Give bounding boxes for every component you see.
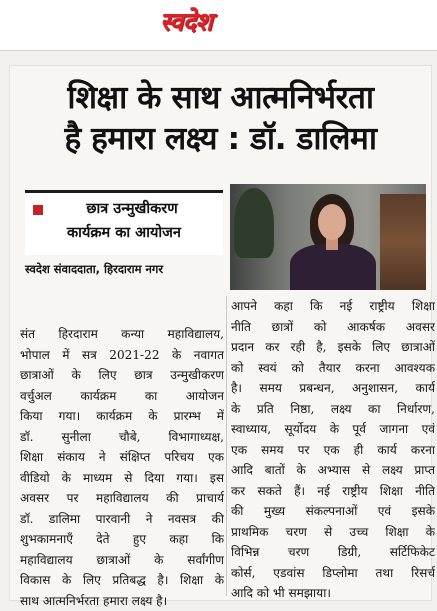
masthead xyxy=(0,0,437,51)
right-line: को स्वयं को तैयार करना आवश्यक xyxy=(231,358,435,379)
kicker-line-2: कार्यक्रम का आयोजन xyxy=(25,223,223,243)
right-line: है। समय प्रबन्धन, अनुशासन, कार्य xyxy=(231,378,435,399)
right-line: की मुख्य संकल्पनाओं एवं इसके xyxy=(231,501,435,522)
left-line: छात्राओं के लिए छात्र उन्मुखीकरण xyxy=(20,365,224,386)
right-line: आदि बातों के अभ्यास से लक्ष्य प्राप्त xyxy=(231,460,435,481)
left-line: वर्चुअल कार्यक्रम का आयोजन xyxy=(20,386,224,407)
article-left-column xyxy=(20,324,224,611)
right-line: प्राथमिक चरण से उच्च शिक्षा के xyxy=(231,522,435,543)
left-line: डॉ. डालिमा पारवानी ने नवसत्र की xyxy=(20,509,224,530)
headline-line-2: है हमारा लक्ष्य : डॉ. डालिमा xyxy=(10,119,431,160)
left-line: भोपाल में सत्र 2021-22 के नवागत xyxy=(20,345,224,366)
left-line: साथ आत्मनिर्भरता हमारा लक्ष्य है। xyxy=(20,591,224,611)
right-line: आदि को भी समझाया। xyxy=(231,583,435,604)
left-line: महाविद्यालय छात्राओं के सर्वांगीण xyxy=(20,550,224,571)
kicker-line-1: छात्र उन्मुखीकरण xyxy=(25,199,223,219)
right-line: नीति छात्रों को आकर्षक अवसर xyxy=(231,317,435,338)
left-line: शुभकामनाएँ देते हुए कहा कि xyxy=(20,529,224,550)
left-line: किया गया। कार्यक्रम के प्रारम्भ में xyxy=(20,406,224,427)
headline xyxy=(10,78,431,160)
right-line: कोर्स, एडवांस डिप्लोमा तथा रिसर्च xyxy=(231,563,435,584)
left-line: डॉ. सुनीला चौबे, विभागाध्यक्ष, xyxy=(20,427,224,448)
kicker-box xyxy=(25,190,223,255)
right-line: के प्रति निष्ठा, लक्ष्य का निर्धारण, xyxy=(231,399,435,420)
newspaper-logo: स्वदेश xyxy=(160,4,212,38)
left-line: वीडियो के माध्यम से दिया गया। इस xyxy=(20,468,224,489)
right-line: कर सकते हैं। नई राष्ट्रीय शिक्षा नीति xyxy=(231,481,435,502)
column-divider xyxy=(226,296,227,596)
left-line: विकास के लिए प्रतिबद्ध है। शिक्षा के xyxy=(20,570,224,591)
right-line: प्रदान कर रही है, इसके लिए छात्राओं xyxy=(231,337,435,358)
news-clipping xyxy=(10,66,431,600)
byline: स्वदेश संवाददाता, हिरदाराम नगर xyxy=(25,262,163,277)
article-right-column xyxy=(231,296,435,604)
right-line: एक समय पर एक ही कार्य करना xyxy=(231,440,435,461)
left-line: अवसर पर महाविद्यालय की प्राचार्य xyxy=(20,488,224,509)
left-line: शिक्षा संकाय ने संक्षिप्त परिचय एक xyxy=(20,447,224,468)
left-line: संत हिरदाराम कन्या महाविद्यालय, xyxy=(20,324,224,345)
article-photo xyxy=(230,184,426,290)
headline-line-1: शिक्षा के साथ आत्मनिर्भरता xyxy=(10,78,431,119)
right-line: आपने कहा कि नई राष्ट्रीय शिक्षा xyxy=(231,296,435,317)
right-line: स्वाध्याय, सूर्योदय के पूर्व जागना एवं xyxy=(231,419,435,440)
right-line: विभिन्न चरण डिग्री, सर्टिफिकेट xyxy=(231,542,435,563)
